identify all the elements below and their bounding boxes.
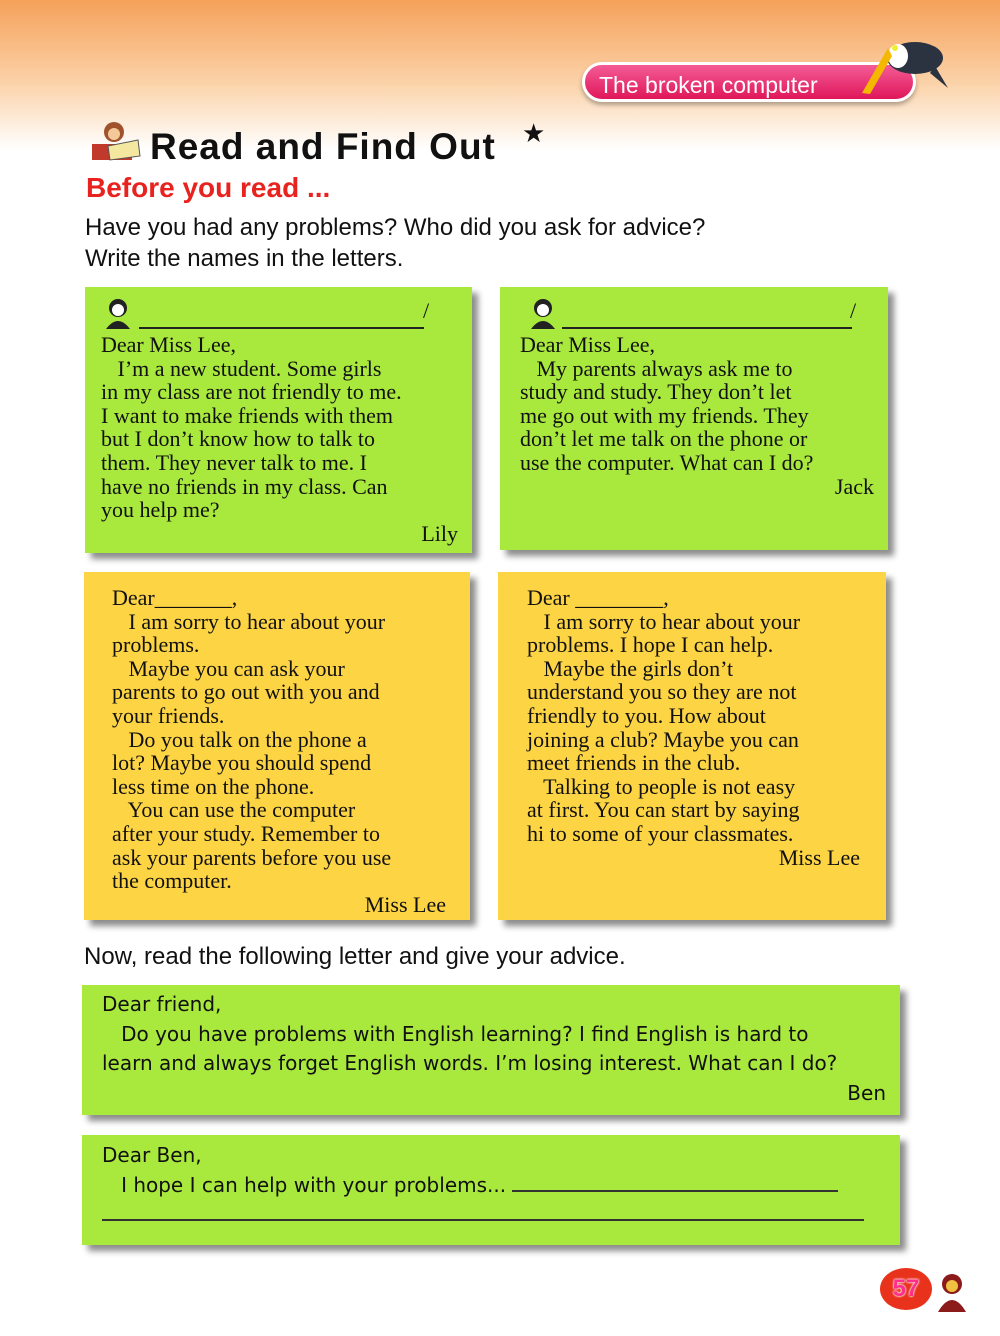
signature: Jack: [834, 473, 874, 499]
letter-line: them. They never talk to me. I: [101, 449, 367, 475]
letter-line: parents to go out with you and: [112, 679, 380, 705]
letter-line: Dear Miss Lee,: [101, 332, 237, 357]
reply-start: I hope I can help with your problems...: [102, 1172, 507, 1197]
girl-avatar-icon: [103, 297, 133, 329]
letter-line: Dear_______,: [112, 585, 238, 610]
answer-blank[interactable]: [512, 1190, 838, 1192]
letter-card-lily: [85, 287, 472, 553]
letter-line: I am sorry to hear about your: [527, 608, 801, 634]
toucan-icon: [840, 28, 950, 98]
girl-avatar-icon: [528, 297, 558, 329]
instruction-line: Write the names in the letters.: [85, 245, 404, 272]
letter-line: problems.: [112, 632, 200, 658]
pencil-icon: /: [423, 298, 430, 323]
page-number: 57: [880, 1268, 932, 1310]
section-heading: Read and Find Out: [150, 126, 496, 167]
letter-line: your friends.: [112, 702, 225, 728]
letter-line: in my class are not friendly to me.: [101, 379, 402, 405]
letter-line: don’t let me talk on the phone or: [520, 426, 808, 452]
unit-title-banner: The broken computer: [582, 62, 916, 102]
letter-line: understand you so they are not: [527, 679, 797, 705]
signature: Ben: [847, 1080, 886, 1105]
letter-line: learn and always forget English words. I’m losing interest. What can I do?: [102, 1051, 838, 1075]
before-you-read-heading: Before you read ...: [86, 172, 331, 203]
letter-line: Dear ________,: [527, 585, 669, 610]
star-icon: ★: [522, 118, 546, 148]
letter-line: Maybe you can ask your: [112, 655, 345, 681]
reply-greeting: Dear Ben,: [102, 1143, 202, 1167]
instructions: [85, 212, 705, 274]
letter-line: hi to some of your classmates.: [527, 820, 794, 846]
task-instruction: Now, read the following letter and give your advice.: [84, 943, 626, 970]
letter-line: friendly to you. How about: [527, 702, 766, 728]
letter-line: Maybe the girls don’t: [527, 655, 734, 681]
letter-line: My parents always ask me to: [520, 355, 793, 381]
reader-icon: [88, 120, 144, 164]
reply-card-2: [498, 572, 886, 920]
instruction-line: Have you had any problems? Who did you ask for advice?: [85, 214, 706, 241]
letter-line: the computer.: [112, 868, 232, 894]
letter-card-ben: [82, 985, 900, 1115]
letter-line: me go out with my friends. They: [520, 402, 809, 428]
letter-line: meet friends in the club.: [527, 750, 741, 776]
letter-line: after your study. Remember to: [112, 820, 380, 846]
pencil-icon: /: [850, 298, 857, 323]
letter-line: you help me?: [101, 497, 220, 523]
signature: Miss Lee: [364, 891, 446, 917]
letter-line: I am sorry to hear about your: [112, 608, 386, 634]
signature: Lily: [421, 520, 458, 546]
letter-line: less time on the phone.: [112, 773, 315, 799]
name-blank[interactable]: [562, 327, 852, 329]
letter-card-jack: [500, 287, 888, 550]
letter-line: You can use the computer: [112, 797, 356, 823]
reply-writing-card: [82, 1135, 900, 1245]
letter-line: I’m a new student. Some girls: [101, 355, 382, 381]
letter-line: Dear friend,: [102, 992, 222, 1016]
letter-line: joining a club? Maybe you can: [527, 726, 799, 752]
letter-line: study and study. They don’t let: [520, 379, 792, 405]
letter-line: at first. You can start by saying: [527, 797, 800, 823]
letter-line: lot? Maybe you should spend: [112, 750, 372, 776]
letter-line: Do you have problems with English learning? I find English is hard to: [102, 1021, 809, 1046]
letter-line: I want to make friends with them: [101, 402, 394, 428]
letter-line: have no friends in my class. Can: [101, 473, 388, 499]
monkey-icon: [932, 1272, 972, 1314]
letter-line: Dear Miss Lee,: [520, 332, 656, 357]
letter-line: but I don’t know how to talk to: [101, 426, 375, 452]
letter-line: problems. I hope I can help.: [527, 632, 774, 658]
letter-line: Talking to people is not easy: [527, 773, 796, 799]
letter-line: use the computer. What can I do?: [520, 449, 814, 475]
answer-blank[interactable]: [102, 1219, 864, 1221]
signature: Miss Lee: [778, 844, 860, 870]
letter-line: ask your parents before you use: [112, 844, 392, 870]
reply-card-1: [84, 572, 470, 920]
name-blank[interactable]: [139, 327, 424, 329]
letter-line: Do you talk on the phone a: [112, 726, 367, 752]
